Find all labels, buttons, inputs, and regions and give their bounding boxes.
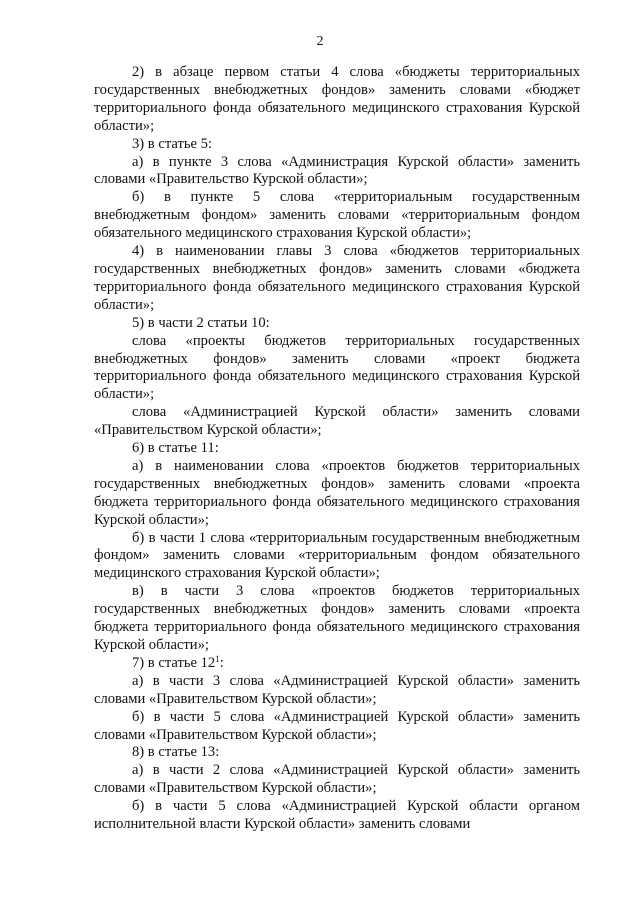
paragraph-item-3-heading: 3) в статье 5: <box>132 135 212 152</box>
paragraph-item-3a: а) в пункте 3 слова «Администрация Курской области» заменить словами «Правительство Курской области»; <box>94 153 580 188</box>
paragraph-item-5-first: слова «проекты бюджетов территориальных государственных внебюджетных фондов» заменить словами «проект бюджета территориального фонда обязательного медицинского страхования Курской области»; <box>94 332 580 403</box>
paragraph-item-8b: б) в части 5 слова «Администрацией Курской области органом исполнительной власти Курской области» заменить словами <box>94 798 580 833</box>
paragraph-item-4: 4) в наименовании главы 3 слова «бюджетов территориальных государственных внебюджетных фондов» заменить словами «бюджета территориального фонда обязательного медицинского страхования Курской области»; <box>94 243 580 313</box>
article-12-prefix: 7) в статье 12 <box>132 654 216 671</box>
paragraph-item-5-heading: 5) в части 2 статьи 10: <box>132 314 270 331</box>
page-number: 2 <box>316 34 324 49</box>
paragraph-item-6-heading: 6) в статье 11: <box>132 440 219 457</box>
article-12-superscript: 1 <box>215 653 220 664</box>
paragraph-item-7a: а) в части 3 слова «Администрацией Курской области» заменить словами «Правительством Курской области»; <box>94 672 580 707</box>
article-12-suffix: : <box>219 654 224 671</box>
paragraph-item-7-heading <box>94 655 580 673</box>
paragraph-item-6a: а) в наименовании слова «проектов бюджетов территориальных государственных внебюджетных фондов» заменить словами «проекта бюджета территориального фонда обязательного медицинского страхования Курской области»; <box>94 457 580 528</box>
paragraph-item-3b: б) в пункте 5 слова «территориальным государственным внебюджетным фондом» заменить словами «территориальным фондом обязательного медицинского страхования Курской области»; <box>94 189 580 242</box>
paragraph-item-6b: б) в части 1 слова «территориальным государственным внебюджетным фондом» заменить словами «территориальным фондом обязательного медицинского страхования Курской области»; <box>94 529 580 582</box>
paragraph-item-7b: б) в части 5 слова «Администрацией Курской области» заменить словами «Правительством Курской области»; <box>94 708 580 743</box>
paragraph-item-5-second: слова «Администрацией Курской области» заменить словами «Правительством Курской области»; <box>94 404 580 439</box>
document-body <box>94 64 580 834</box>
paragraph-item-2: 2) в абзаце первом статьи 4 слова «бюджеты территориальных государственных внебюджетных фондов» заменить словами «бюджет территориального фонда обязательного медицинского страхования Курской области»; <box>94 64 580 134</box>
paragraph-item-8a: а) в части 2 слова «Администрацией Курской области» заменить словами «Правительством Курской области»; <box>94 762 580 797</box>
paragraph-item-8-heading: 8) в статье 13: <box>132 744 220 761</box>
paragraph-item-6c: в) в части 3 слова «проектов бюджетов территориальных государственных внебюджетных фондов» заменить словами «проекта бюджета территориального фонда обязательного медицинского страхования Курской области»; <box>94 583 580 653</box>
